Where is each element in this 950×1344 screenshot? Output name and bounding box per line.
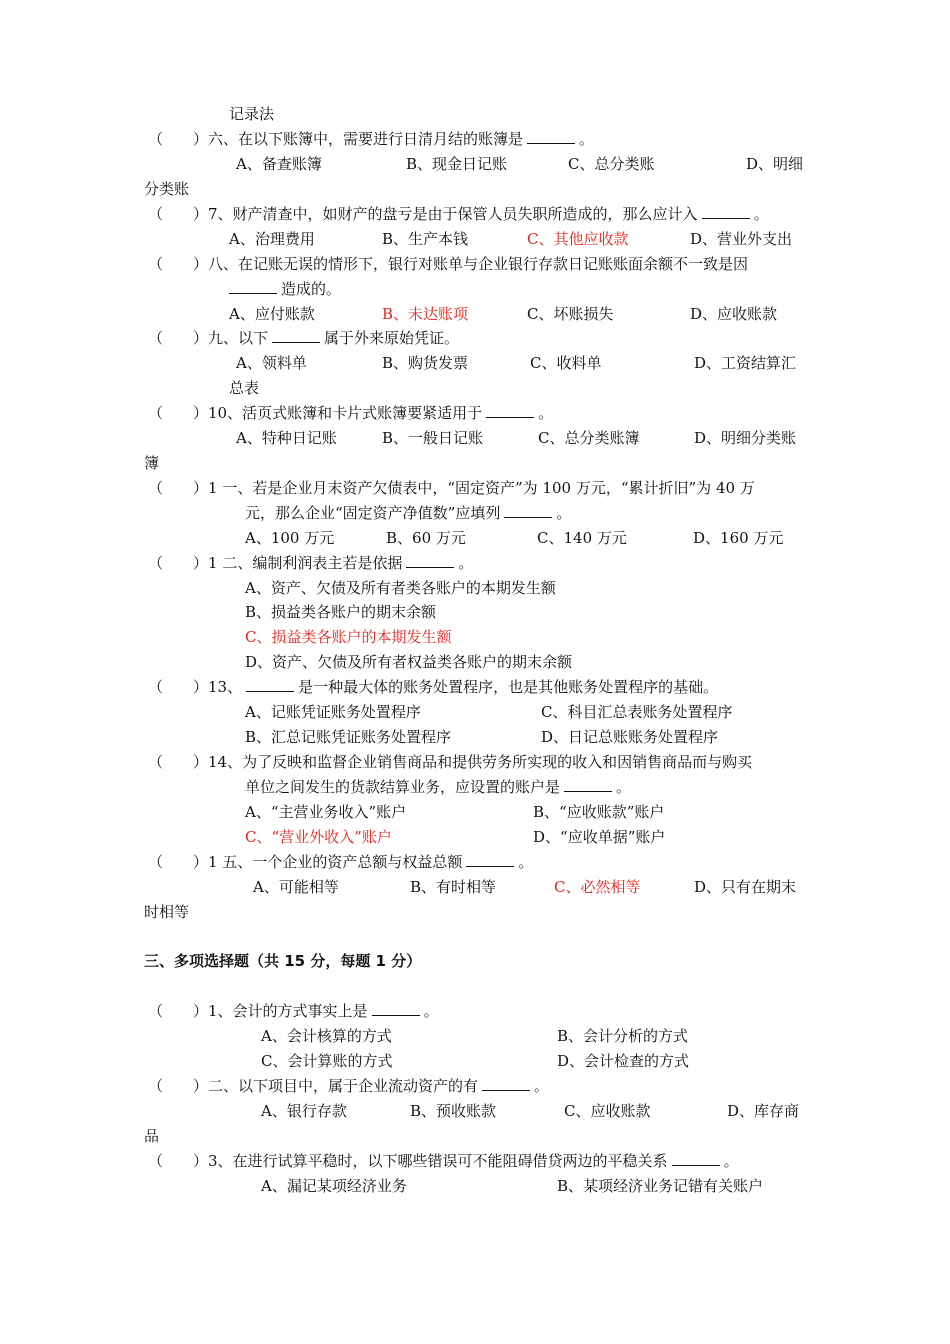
question-end: 。	[579, 130, 595, 148]
option-c: C、应收账款	[564, 1102, 651, 1120]
answer-paren: （ ）	[148, 329, 209, 347]
option-a: A、银行存款	[261, 1102, 347, 1120]
question-stem: 九、以下	[208, 329, 269, 347]
answer-blank	[672, 1151, 720, 1166]
multi-question-2	[148, 1076, 549, 1096]
question-end: 。	[753, 205, 769, 223]
option-c: C、会计算账的方式	[261, 1052, 393, 1070]
option-a: A、“主营业务收入”账户	[245, 803, 407, 821]
option-d-cont: 簿	[144, 454, 160, 472]
option-d: D、明细分类账	[694, 429, 797, 447]
option-d: D、资产、欠债及所有者权益类各账户的期末余额	[245, 653, 573, 671]
question-stem: 八、在记账无误的情形下，银行对账单与企业银行存款日记账账面余额不一致是因	[208, 255, 749, 273]
answer-paren: （ ）	[148, 205, 209, 223]
option-a: A、记账凭证账务处置程序	[245, 703, 421, 721]
question-end: 是一种最大体的账务处置程序，也是其他账务处置程序的基础。	[298, 678, 719, 696]
answer-paren: （ ）	[148, 753, 209, 771]
answer-blank	[702, 204, 750, 219]
question-end: 。	[616, 778, 632, 796]
option-d-cont: 时相等	[144, 903, 190, 921]
option-d: D、会计检查的方式	[557, 1052, 690, 1070]
option-d: D、库存商	[727, 1102, 800, 1120]
question-stem: 1 二、编制利润表主若是依据	[208, 554, 403, 572]
option-b: B、生产本钱	[382, 230, 469, 248]
option-a: A、特种日记账	[236, 429, 337, 447]
option-d-cont: 分类账	[144, 180, 190, 198]
question-15	[148, 852, 533, 872]
answer-paren: （ ）	[148, 255, 209, 273]
answer-blank	[466, 852, 514, 867]
option-b: B、损益类各账户的期末余额	[245, 603, 437, 621]
answer-paren: （ ）	[148, 1152, 209, 1170]
option-b: B、预收账款	[410, 1102, 497, 1120]
option-d: D、明细	[746, 155, 804, 173]
option-b: B、会计分析的方式	[557, 1027, 689, 1045]
option-d: D、日记总账账务处置程序	[541, 728, 719, 746]
question-end: 属于外来原始凭证。	[324, 329, 460, 347]
multi-question-1	[148, 1001, 439, 1021]
answer-blank	[504, 503, 552, 518]
answer-blank	[229, 279, 277, 294]
question-end: 。	[534, 1077, 550, 1095]
answer-paren: （ ）	[148, 130, 209, 148]
option-b: B、现金日记账	[406, 155, 508, 173]
answer-blank	[372, 1001, 420, 1016]
question-stem: 六、在以下账簿中，需要进行日清月结的账簿是	[208, 130, 524, 148]
question-stem: 1、会计的方式事实上是	[208, 1002, 368, 1020]
section-heading: 三、多项选择题（共 15 分，每题 1 分）	[144, 952, 422, 970]
option-a: A、备查账簿	[236, 155, 322, 173]
question-stem: 3、在进行试算平稳时，以下哪些错误可不能阻碍借贷两边的平稳关系	[208, 1152, 668, 1170]
question-stem: 13、	[208, 678, 243, 696]
question-11	[148, 478, 755, 498]
answer-blank	[246, 677, 294, 692]
option-a: A、资产、欠债及所有者类各账户的本期发生额	[245, 579, 556, 597]
answer-paren: （ ）	[148, 479, 209, 497]
question-stem: 1 一、若是企业月末资产欠债表中，“固定资产”为 100 万元，“累计折旧”为 40 万	[208, 479, 755, 497]
question-end: 。	[556, 504, 572, 522]
option-d: D、160 万元	[693, 529, 784, 547]
option-c: C、总分类账簿	[538, 429, 640, 447]
option-b: B、60 万元	[386, 529, 466, 547]
answer-blank	[564, 777, 612, 792]
question-7	[148, 204, 769, 224]
answer-paren: （ ）	[148, 554, 209, 572]
option-d: D、只有在期末	[694, 878, 797, 896]
option-c: C、科目汇总表账务处置程序	[541, 703, 733, 721]
answer-blank	[406, 553, 454, 568]
answer-paren: （ ）	[148, 1002, 209, 1020]
answer-blank	[482, 1076, 530, 1091]
option-b: B、购货发票	[382, 354, 469, 372]
option-c: C、140 万元	[537, 529, 627, 547]
option-d: D、应收账款	[690, 305, 778, 323]
option-c-correct: C、必然相等	[554, 878, 641, 896]
question-8-cont	[225, 279, 341, 299]
question-stem: 1 五、一个企业的资产总额与权益总额	[208, 853, 463, 871]
option-a: A、漏记某项经济业务	[261, 1177, 407, 1195]
option-c: C、总分类账	[568, 155, 655, 173]
question-stem-cont: 造成的。	[281, 280, 342, 298]
option-d: D、“应收单据”账户	[533, 828, 666, 846]
option-c-correct: C、损益类各账户的本期发生额	[245, 628, 452, 646]
option-c-correct: C、其他应收款	[527, 230, 629, 248]
question-end: 。	[423, 1002, 439, 1020]
option-d-cont: 品	[144, 1127, 160, 1145]
question-end: 。	[518, 853, 534, 871]
option-b: B、某项经济业务记错有关账户	[557, 1177, 764, 1195]
question-11-cont	[245, 503, 571, 523]
option-d: D、工资结算汇	[694, 354, 797, 372]
option-b: B、汇总记账凭证账务处置程序	[245, 728, 452, 746]
question-14-cont	[245, 777, 631, 797]
question-stem: 7、财产清查中，如财产的盘亏是由于保管人员失职所造成的，那么应计入	[208, 205, 698, 223]
question-8	[148, 254, 748, 274]
option-d-cont: 总表	[229, 379, 260, 397]
answer-blank	[486, 403, 534, 418]
option-a: A、应付账款	[229, 305, 315, 323]
option-c: C、收料单	[530, 354, 602, 372]
option-a: A、治理费用	[229, 230, 315, 248]
answer-paren: （ ）	[148, 853, 209, 871]
option-c: C、坏账损失	[527, 305, 614, 323]
question-end: 。	[538, 404, 554, 422]
option-a: A、100 万元	[245, 529, 335, 547]
option-d: D、营业外支出	[690, 230, 793, 248]
multi-question-3	[148, 1151, 739, 1171]
question-10	[148, 403, 553, 423]
answer-paren: （ ）	[148, 1077, 209, 1095]
option-b: B、有时相等	[410, 878, 497, 896]
question-stem: 14、为了反映和监督企业销售商品和提供劳务所实现的收入和因销售商品而与购买	[208, 753, 753, 771]
question-stem: 二、以下项目中，属于企业流动资产的有	[208, 1077, 479, 1095]
question-stem: 10、活页式账簿和卡片式账簿要紧适用于	[208, 404, 483, 422]
option-b: B、“应收账款”账户	[533, 803, 665, 821]
option-a: A、可能相等	[253, 878, 339, 896]
question-stem-cont: 单位之间发生的货款结算业务，应设置的账户是	[245, 778, 561, 796]
question-12	[148, 553, 473, 573]
question-stem-cont: 元，那么企业“固定资产净值数”应填列	[245, 504, 501, 522]
question-end: 。	[458, 554, 474, 572]
answer-paren: （ ）	[148, 678, 209, 696]
option-b: B、一般日记账	[382, 429, 484, 447]
question-14	[148, 752, 752, 772]
option-b-correct: B、未达账项	[382, 305, 469, 323]
answer-blank	[527, 129, 575, 144]
answer-paren: （ ）	[148, 404, 209, 422]
option-c-correct: C、“营业外收入”账户	[245, 828, 392, 846]
question-9	[148, 328, 459, 348]
answer-blank	[272, 328, 320, 343]
question-13	[148, 677, 718, 697]
question-6	[148, 129, 594, 149]
option-a: A、领料单	[236, 354, 307, 372]
q5-tail: 记录法	[229, 105, 275, 123]
question-end: 。	[723, 1152, 739, 1170]
option-a: A、会计核算的方式	[261, 1027, 392, 1045]
